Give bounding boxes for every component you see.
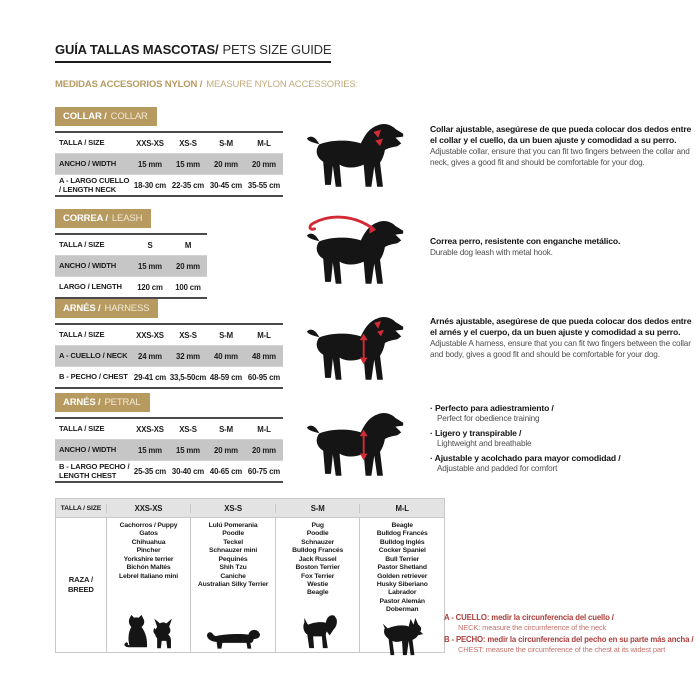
value-cell: 24 mm xyxy=(138,351,162,361)
breed-item: Poodle xyxy=(222,530,244,538)
breed-item: Pastor Alemán xyxy=(379,597,425,605)
badge-harness-en: HARNESS xyxy=(104,303,150,314)
row-label: TALLA / SIZE xyxy=(59,424,105,434)
breed-header-talla: TALLA / SIZE xyxy=(60,504,102,512)
value-cell: XS-S xyxy=(179,138,197,148)
value-cell: 15 mm xyxy=(138,445,162,455)
value-cell: 120 cm xyxy=(137,282,163,292)
breed-item: Jack Russel xyxy=(298,555,337,563)
badge-leash-en: LEASH xyxy=(111,213,143,224)
value-cell: XS-S xyxy=(179,424,197,434)
subtitle-english: MEASURE NYLON ACCESSORIES: xyxy=(206,79,359,90)
breed-item: Bichón Maltés xyxy=(126,564,171,572)
breed-column-xs-s xyxy=(190,518,275,652)
collar-size-table xyxy=(55,131,283,197)
value-cell: 15 mm xyxy=(138,261,162,271)
row-label: TALLA / SIZE xyxy=(59,138,105,148)
table-row xyxy=(55,419,283,439)
feature-es: · Perfecto para adiestramiento / xyxy=(430,403,698,414)
measurement-notes xyxy=(444,612,700,656)
dog-collar-icon xyxy=(302,113,408,195)
table-row xyxy=(55,255,207,276)
breed-item: Bulldog Francés xyxy=(376,530,428,538)
breed-header-m-l: M-L xyxy=(359,504,444,513)
value-cell: 15 mm xyxy=(176,445,200,455)
value-cell: S-M xyxy=(219,138,233,148)
row-label: TALLA / SIZE xyxy=(59,330,105,340)
breed-item: Golden retriever xyxy=(377,572,428,580)
note-a-es: A - CUELLO: medir la circunferencia del cuello / xyxy=(444,613,614,622)
value-cell: M xyxy=(184,240,192,250)
dog-petral-icon xyxy=(302,402,408,484)
table-row xyxy=(55,276,207,297)
value-cell: 40-65 cm xyxy=(209,466,243,476)
harness-desc-en: Adjustable A harness, ensure that you can fit two fingers between the collar and body, gives a good fit and should be comfortable for your dog. xyxy=(430,339,691,359)
breed-item: Caniche xyxy=(220,572,246,580)
petral-feature-list xyxy=(430,403,698,477)
silhouette-group xyxy=(380,615,424,659)
table-row xyxy=(55,325,283,345)
section-header-collar xyxy=(55,107,157,126)
row-label: LARGO / LENGTH xyxy=(59,282,122,292)
value-cell: 48 mm xyxy=(252,351,276,361)
feature-item xyxy=(430,403,698,425)
value-cell: M-L xyxy=(257,330,271,340)
feature-es: · Ligero y transpirable / xyxy=(430,428,698,439)
row-label: A - CUELLO / NECK xyxy=(59,351,128,361)
breed-item: Poodle xyxy=(306,530,329,538)
breed-item: Cachorros / Puppy xyxy=(119,522,178,529)
harness-description xyxy=(430,316,698,361)
value-cell: M-L xyxy=(257,424,271,434)
row-label: TALLA / SIZE xyxy=(59,240,105,250)
silhouette-group xyxy=(298,612,338,651)
breed-item: Pincher xyxy=(136,547,161,555)
section-header-petral xyxy=(55,393,150,412)
harness-size-table xyxy=(55,323,283,389)
page-subtitle xyxy=(55,79,358,90)
silhouette-group xyxy=(121,614,177,651)
breed-item: Fox Terrier xyxy=(300,572,335,580)
collar-desc-en: Adjustable collar, ensure that you can fit two fingers between the collar and neck, gives a good fit and should be comfortable for your dog. xyxy=(430,147,690,167)
breed-size-table xyxy=(55,498,445,653)
raza-breed-label: RAZA / BREED xyxy=(67,575,94,594)
table-row xyxy=(55,174,283,195)
table-row xyxy=(55,345,283,366)
chihuahua-icon xyxy=(152,616,177,651)
value-cell: XS-S xyxy=(179,330,197,340)
leash-description xyxy=(430,236,698,259)
breed-item: Lulú Pomerania xyxy=(208,522,258,529)
dog-harness-icon xyxy=(302,306,408,388)
section-header-leash xyxy=(55,209,151,228)
harness-desc-es: Arnés ajustable, asegúrese de que pueda colocar dos dedos entre el arnés y el cuerpo, da un buen ajuste y comodidad a su perro. xyxy=(430,316,692,338)
breed-column-s-m xyxy=(275,518,360,652)
value-cell: 18-30 cm xyxy=(133,180,167,190)
value-cell: 20 mm xyxy=(214,159,238,169)
breed-item: Pastor Shetland xyxy=(377,564,427,572)
breed-table-body xyxy=(55,518,445,653)
breed-item: Gatos xyxy=(139,530,158,538)
value-cell: S-M xyxy=(219,330,233,340)
value-cell: S xyxy=(147,240,153,250)
breed-item: Yorkshire terrier xyxy=(123,555,174,563)
breed-header-xxs-xs: XXS-XS xyxy=(106,504,191,513)
dog-leash-icon xyxy=(302,210,408,292)
breed-item: Teckel xyxy=(223,538,243,546)
breed-item: Labrador xyxy=(388,589,417,597)
table-row xyxy=(55,439,283,460)
value-cell: XXS-XS xyxy=(136,138,164,148)
note-b-en: CHEST: measure the circumference of the chest at its widest part xyxy=(458,645,666,655)
row-label: ANCHO / WIDTH xyxy=(59,159,117,169)
value-cell: 40 mm xyxy=(214,351,238,361)
value-cell: 48-59 cm xyxy=(209,372,243,382)
breed-item: Australian Silky Terrier xyxy=(197,580,269,588)
table-row xyxy=(55,235,207,255)
table-row xyxy=(55,133,283,153)
page-title xyxy=(55,42,331,63)
breed-item: Beagle xyxy=(306,589,329,597)
table-row xyxy=(55,366,283,387)
breed-item: Westie xyxy=(307,580,329,588)
breed-item: Pug xyxy=(311,522,324,529)
breed-item: Doberman xyxy=(385,606,419,614)
row-label: ANCHO / WIDTH xyxy=(59,445,117,455)
breed-column-xxs-xs xyxy=(106,518,191,652)
breed-table-header xyxy=(55,498,445,518)
breed-item: Bulldog Inglés xyxy=(379,538,425,546)
breed-item: Bull Terrier xyxy=(385,555,420,563)
value-cell: 20 mm xyxy=(214,445,238,455)
title-english: PETS SIZE GUIDE xyxy=(222,42,332,57)
value-cell: M-L xyxy=(257,138,271,148)
note-b-es: B - PECHO: medir la circunferencia del pecho en su parte más ancha / xyxy=(444,635,694,645)
value-cell: 15 mm xyxy=(138,159,162,169)
value-cell: 33,5-50cm xyxy=(169,372,207,382)
row-label: B - LARGO PECHO / LENGTH CHEST xyxy=(59,461,130,480)
breed-column-m-l xyxy=(359,518,444,652)
doberman-icon xyxy=(380,615,424,659)
collar-desc-es: Collar ajustable, asegúrese de que pueda colocar dos dedos entre el collar y el cuello, da un buen ajuste y comodidad a su perro. xyxy=(430,124,692,146)
breed-item: Cocker Spaniel xyxy=(378,547,426,555)
badge-collar-es: COLLAR / xyxy=(63,111,107,122)
breed-item: Husky Siberiano xyxy=(376,580,428,588)
petral-size-table xyxy=(55,417,283,483)
value-cell: 30-45 cm xyxy=(209,180,243,190)
feature-es: · Ajustable y acolchado para mayor comodidad / xyxy=(430,453,698,464)
section-header-harness xyxy=(55,299,158,318)
breed-item: Bulldog Francés xyxy=(292,547,344,555)
breed-header-s-m: S-M xyxy=(275,504,360,513)
value-cell: 30-40 cm xyxy=(171,466,205,476)
value-cell: 20 mm xyxy=(176,261,200,271)
breed-item: Chihuahua xyxy=(131,538,166,546)
value-cell: 20 mm xyxy=(252,445,276,455)
value-cell: 29-41 cm xyxy=(133,372,167,382)
note-item xyxy=(444,634,700,656)
value-cell: 60-75 cm xyxy=(247,466,281,476)
feature-en: Perfect for obedience training xyxy=(437,414,540,424)
badge-collar-en: COLLAR xyxy=(110,111,148,122)
note-item xyxy=(444,612,700,634)
schnauzer-icon xyxy=(298,612,338,651)
feature-item xyxy=(430,453,698,475)
leash-desc-es: Correa perro, resistente con enganche metálico. xyxy=(430,236,621,246)
row-label: A - LARGO CUELLO / LENGTH NECK xyxy=(59,175,130,194)
value-cell: XXS-XS xyxy=(136,330,164,340)
badge-petral-es: ARNÉS / xyxy=(63,397,101,408)
value-cell: XXS-XS xyxy=(136,424,164,434)
table-row xyxy=(55,153,283,174)
value-cell: 60-95 cm xyxy=(247,372,281,382)
value-cell: 32 mm xyxy=(176,351,200,361)
breed-item: Schnauzer xyxy=(301,538,335,546)
note-a-en: NECK: measure the circumference of the neck xyxy=(458,623,607,633)
feature-en: Adjustable and padded for comfort xyxy=(437,463,558,473)
badge-harness-es: ARNÉS / xyxy=(63,303,101,314)
breed-item: Pequinés xyxy=(218,555,248,563)
leash-size-table xyxy=(55,233,207,299)
value-cell: 20 mm xyxy=(252,159,276,169)
value-cell: 35-55 cm xyxy=(247,180,281,190)
feature-item xyxy=(430,428,698,450)
value-cell: 15 mm xyxy=(176,159,200,169)
badge-leash-es: CORREA / xyxy=(63,213,108,224)
breed-item: Schnauzer mini xyxy=(209,547,258,555)
breed-item: Lebrel Italiano mini xyxy=(119,572,178,580)
cat-icon xyxy=(121,614,149,651)
row-label: ANCHO / WIDTH xyxy=(59,261,117,271)
subtitle-spanish: MEDIDAS ACCESORIOS NYLON / xyxy=(55,79,203,90)
badge-petral-en: PETRAL xyxy=(104,397,141,408)
dachshund-icon xyxy=(205,625,261,651)
value-cell: 25-35 cm xyxy=(133,466,167,476)
leash-desc-en: Durable dog leash with metal hook. xyxy=(430,248,553,258)
title-spanish: GUÍA TALLAS MASCOTAS/ xyxy=(55,42,219,57)
value-cell: 100 cm xyxy=(175,282,201,292)
breed-header-xs-s: XS-S xyxy=(190,504,275,513)
breed-item: Shih Tzu xyxy=(219,564,247,572)
breed-item: Boston Terrier xyxy=(295,564,340,572)
feature-en: Lightweight and breathable xyxy=(437,439,532,448)
collar-description xyxy=(430,124,698,169)
row-label: B - PECHO / CHEST xyxy=(59,372,128,382)
table-row xyxy=(55,460,283,481)
value-cell: 22-35 cm xyxy=(171,180,205,190)
breed-item: Beagle xyxy=(391,522,413,529)
silhouette-group xyxy=(205,625,261,651)
value-cell: S-M xyxy=(219,424,233,434)
